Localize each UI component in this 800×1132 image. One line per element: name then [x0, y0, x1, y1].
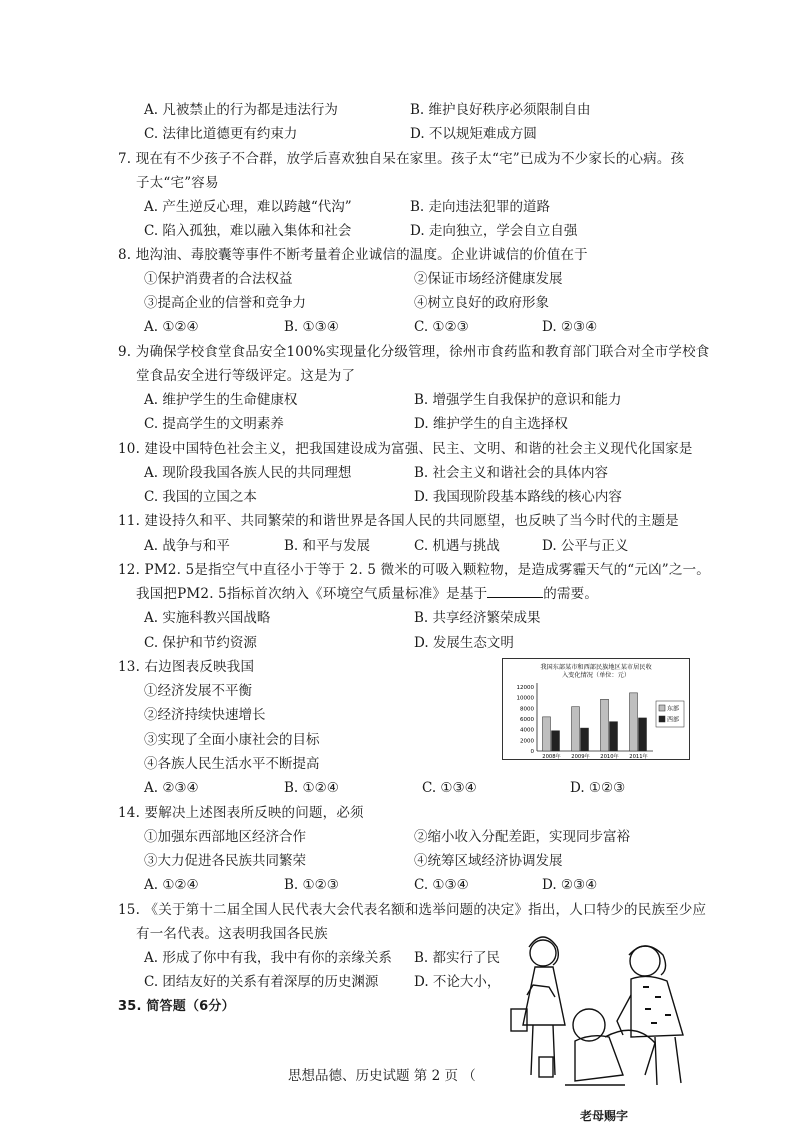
- q9-stem-line2: 堂食品安全进行等级评定。这是为了: [136, 368, 356, 384]
- q12-option-b: B. 共享经济繁荣成果: [414, 610, 541, 626]
- q11-option-d: D. 公平与正义: [542, 538, 629, 554]
- q14-statement-1: ①加强东西部地区经济合作: [144, 829, 306, 845]
- chart-legend-swatch: [659, 716, 665, 722]
- q14-statement-2: ②缩小收入分配差距，实现同步富裕: [414, 829, 630, 845]
- q14-option-d: D. ②③④: [542, 877, 598, 893]
- chart-title-line1: 我国东部某市和西部民族地区某市居民收: [540, 664, 652, 671]
- q14-option-b: B. ①②③: [284, 877, 339, 893]
- q13-statement-1: ①经济发展不平衡: [144, 683, 252, 699]
- chart-bar: [601, 699, 609, 751]
- q12-answer-blank: [487, 585, 543, 598]
- q11-option-b: B. 和平与发展: [284, 538, 371, 554]
- cartoon-man-body: [575, 1036, 623, 1081]
- chart-bar: [552, 731, 560, 751]
- q13-option-d: D. ①②③: [570, 780, 626, 796]
- chart-y-tick-label: 6000: [520, 717, 534, 723]
- q9-option-d: D. 维护学生的自主选择权: [414, 416, 568, 432]
- q7-stem-line2: 子太“宅”容易: [136, 175, 219, 191]
- q14-option-a: A. ①②④: [144, 877, 199, 893]
- q15-option-b: B. 都实行了民: [414, 950, 501, 966]
- q8-option-a: A. ①②④: [144, 319, 199, 335]
- q9-option-a: A. 维护学生的生命健康权: [144, 392, 298, 408]
- q6-option-d: D. 不以规矩难成方圆: [410, 126, 537, 142]
- q9-stem-line1: 9. 为确保学校食堂食品安全100%实现量化分级管理，徐州市食药监和教育部门联合对全市学校食: [118, 344, 710, 360]
- q13-option-a: A. ②③④: [144, 780, 199, 796]
- q14-stem: 14. 要解决上述图表所反映的问题，必须: [118, 805, 364, 821]
- q7-stem-line1: 7. 现在有不少孩子不合群，放学后喜欢独自呆在家里。孩子太“宅”已成为不少家长的心病。孩: [118, 151, 685, 167]
- q10-stem: 10. 建设中国特色社会主义，把我国建设成为富强、民主、文明、和谐的社会主义现代化国家是: [118, 441, 693, 457]
- chart-x-tick-label: 2009年: [571, 754, 590, 759]
- q11-option-a: A. 战争与和平: [144, 538, 230, 554]
- chart-bar: [543, 717, 551, 751]
- q8-option-c: C. ①②③: [414, 319, 469, 335]
- q15-stem-line2: 有一名代表。这表明我国各民族: [136, 926, 328, 942]
- chart-legend-label: 西部: [667, 716, 680, 724]
- q7-option-a: A. 产生逆反心理，难以跨越“代沟”: [144, 199, 352, 215]
- q8-statement-4: ④树立良好的政府形象: [414, 295, 549, 311]
- cartoon-right-woman-legs: [655, 1037, 681, 1085]
- q12-stem-line2-tail: 的需要。: [543, 586, 599, 602]
- q9-option-c: C. 提高学生的文明素养: [144, 416, 284, 432]
- q13-statement-3: ③实现了全面小康社会的目标: [144, 732, 320, 748]
- q13-stem: 13. 右边图表反映我国: [118, 659, 255, 675]
- cartoon-illustration: [505, 925, 705, 1105]
- q8-stem: 8. 地沟油、毒胶囊等事件不断考量着企业诚信的温度。企业讲诚信的价值在于: [118, 247, 588, 263]
- chart-title-line2: 入变化情况（单位：元）: [561, 672, 631, 679]
- chart-y-tick-label: 8000: [520, 706, 534, 713]
- chart-x-tick-label: 2008年: [542, 754, 561, 759]
- chart-x-tick-label: 2011年: [629, 754, 648, 759]
- q15-stem-line1: 15. 《关于第十二届全国人民代表大会代表名额和选举问题的决定》指出，人口特少的民族至少应: [118, 902, 707, 918]
- chart-x-tick-label: 2010年: [600, 754, 619, 759]
- q8-statement-3: ③提高企业的信誉和竞争力: [144, 295, 306, 311]
- page-footer: 思想品德、历史试题 第 2 页 （: [288, 1068, 476, 1084]
- q10-option-d: D. 我国现阶段基本路线的核心内容: [414, 489, 622, 505]
- q9-option-b: B. 增强学生自我保护的意识和能力: [414, 392, 622, 408]
- q15-option-d: D. 不论大小，: [414, 974, 501, 990]
- chart-y-tick-label: 2000: [520, 738, 534, 745]
- cartoon-sign: [539, 1057, 553, 1077]
- q8-option-b: B. ①③④: [284, 319, 339, 335]
- cartoon-left-woman-legs: [531, 1025, 555, 1075]
- q7-option-d: D. 走向独立，学会自立自强: [410, 223, 578, 239]
- q15-option-a: A. 形成了你中有我，我中有你的亲缘关系: [144, 950, 392, 966]
- chart-bar: [610, 722, 618, 751]
- q6-option-b: B. 维护良好秩序必须限制自由: [410, 102, 591, 118]
- chart-bar: [572, 707, 580, 751]
- chart-bar: [630, 693, 638, 751]
- q12-option-d: D. 发展生态文明: [414, 635, 514, 651]
- cartoon-figures: [511, 937, 683, 1085]
- q10-option-b: B. 社会主义和谐社会的具体内容: [414, 465, 609, 481]
- chart-y-tick-label: 0: [530, 749, 534, 755]
- q13-statement-2: ②经济持续快速增长: [144, 707, 266, 723]
- q7-option-b: B. 走向违法犯罪的道路: [410, 199, 551, 215]
- cartoon-dress-pattern: [643, 987, 671, 1023]
- q7-option-c: C. 陷入孤独，难以融入集体和社会: [144, 223, 352, 239]
- income-bar-chart-svg: [503, 659, 689, 759]
- chart-y-tick-label: 10000: [516, 695, 534, 702]
- q6-option-c: C. 法律比道德更有约束力: [144, 126, 298, 142]
- chart-plot-area: [517, 683, 685, 759]
- q13-option-c: C. ①③④: [422, 780, 477, 796]
- chart-y-tick-label: 12000: [516, 685, 534, 691]
- cartoon-left-woman-dress: [523, 967, 565, 1025]
- q13-statement-4: ④各族人民生活水平不断提高: [144, 756, 320, 772]
- q12-option-a: A. 实施科教兴国战略: [144, 610, 271, 626]
- chart-bar: [581, 728, 589, 751]
- chart-y-tick-label: 4000: [520, 727, 534, 734]
- q15-option-c: C. 团结友好的关系有着深厚的历史渊源: [144, 974, 379, 990]
- q14-statement-4: ④统筹区域经济协调发展: [414, 853, 563, 869]
- q8-statement-1: ①保护消费者的合法权益: [144, 271, 293, 287]
- q8-statement-2: ②保证市场经济健康发展: [414, 271, 563, 287]
- q12-option-c: C. 保护和节约资源: [144, 635, 257, 651]
- chart-legend-label: 东部: [667, 705, 680, 713]
- q12-stem-line2: [136, 585, 598, 603]
- cartoon-right-woman-arm: [617, 995, 631, 1035]
- chart-bar: [639, 718, 647, 751]
- q12-stem-line1: 12. PM2. 5是指空气中直径小于等于 2. 5 微米的可吸入颗粒物，是造成雾霾天气的“元凶”之一。: [118, 562, 710, 578]
- q10-option-c: C. 我国的立国之本: [144, 489, 257, 505]
- income-bar-chart: [502, 658, 690, 760]
- cartoon-left-woman-head: [530, 940, 556, 966]
- q8-option-d: D. ②③④: [542, 319, 598, 335]
- section-35-heading: 35. 简答题（6分）: [118, 999, 235, 1014]
- cartoon-caption: 老母赐字: [580, 1109, 629, 1123]
- cartoon-right-woman-body: [631, 976, 683, 1037]
- cartoon-left-woman-arms: [527, 985, 555, 997]
- chart-legend-swatch: [659, 705, 665, 711]
- q13-option-b: B. ①②④: [284, 780, 339, 796]
- q6-option-a: A. 凡被禁止的行为都是违法行为: [144, 102, 338, 118]
- q10-option-a: A. 现阶段我国各族人民的共同理想: [144, 465, 352, 481]
- q14-option-c: C. ①③④: [414, 877, 469, 893]
- q11-stem: 11. 建设持久和平、共同繁荣的和谐世界是各国人民的共同愿望，也反映了当今时代的主题是: [118, 513, 679, 529]
- q12-stem-line2-text: 我国把PM2. 5指标首次纳入《环境空气质量标准》是基于: [136, 586, 488, 602]
- q14-statement-3: ③大力促进各民族共同繁荣: [144, 853, 306, 869]
- q11-option-c: C. 机遇与挑战: [414, 538, 500, 554]
